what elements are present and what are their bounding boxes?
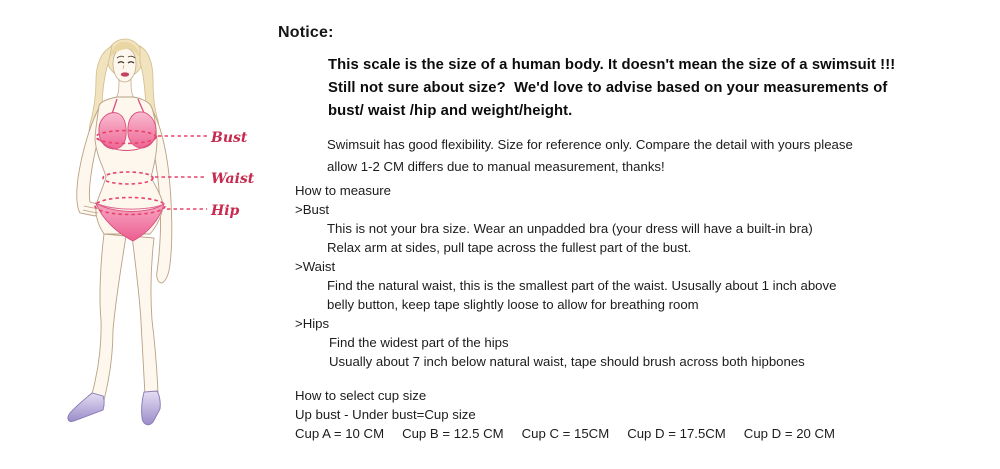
cup-size-item: Cup B = 12.5 CM — [402, 426, 504, 441]
section-label-waist: >Waist — [295, 259, 336, 274]
flexibility-line: allow 1-2 CM differs due to manual measurement, thanks! — [327, 159, 665, 174]
hip-label: Hip — [211, 203, 240, 219]
left-leg — [92, 234, 126, 400]
measure-section-hips — [295, 314, 994, 371]
right-leg — [132, 236, 158, 395]
bust-instruction: This is not your bra size. Wear an unpadded bra (your dress will have a built-in bra) — [327, 221, 813, 236]
notice-heading: Notice: — [278, 24, 334, 41]
cup-size-item: Cup C = 15CM — [521, 426, 610, 441]
flexibility-line: Swimsuit has good flexibility. Size for reference only. Compare the detail with yours please — [327, 137, 853, 152]
figure-illustration — [0, 0, 280, 469]
waist-instruction: belly button, keep tape slightly loose to allow for breathing room — [327, 297, 699, 312]
how-to-measure-heading: How to measure — [295, 183, 392, 198]
left-shoe — [68, 393, 104, 421]
face — [110, 42, 140, 82]
section-label-bust: >Bust — [295, 202, 330, 217]
bust-instruction: Relax arm at sides, pull tape across the fullest part of the bust. — [327, 240, 692, 255]
section-label-hips: >Hips — [295, 316, 330, 331]
how-to-measure — [295, 181, 994, 371]
warning-line: Still not sure about size? We'd love to advise based on your measurements of — [328, 80, 888, 96]
cup-size-item: Cup D = 20 CM — [743, 426, 836, 441]
right-shoe — [142, 391, 161, 425]
measure-section-bust — [295, 200, 994, 257]
cup-size-row — [295, 424, 994, 443]
flexibility-note — [327, 134, 994, 178]
cup-size-section — [295, 386, 994, 443]
woman-sketch — [0, 0, 280, 469]
cup-size-item: Cup A = 10 CM — [295, 426, 385, 441]
cup-size-heading: How to select cup size — [295, 388, 427, 403]
warning-line: bust/ waist /hip and weight/height. — [328, 103, 573, 119]
measure-section-waist — [295, 257, 994, 314]
waist-label: Waist — [211, 171, 255, 187]
warning-paragraph — [328, 54, 994, 123]
cup-size-formula: Up bust - Under bust=Cup size — [295, 407, 476, 422]
cup-size-item: Cup D = 17.5CM — [627, 426, 726, 441]
hips-instruction: Find the widest part of the hips — [329, 335, 509, 350]
notice-text-column — [278, 24, 994, 443]
waist-instruction: Find the natural waist, this is the smallest part of the waist. Ususally about 1 inch above — [327, 278, 837, 293]
hips-instruction: Usually about 7 inch below natural waist, tape should brush across both hipbones — [329, 354, 805, 369]
warning-line: This scale is the size of a human body. It doesn't mean the size of a swimsuit !!! — [328, 57, 896, 73]
bust-label: Bust — [211, 130, 248, 146]
